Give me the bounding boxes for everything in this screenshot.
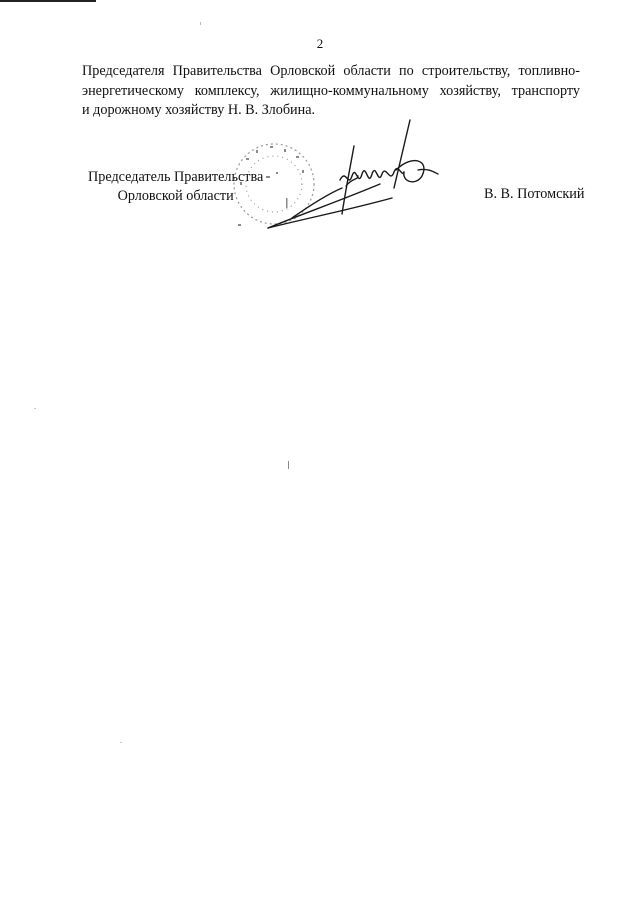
- handwritten-signature: [262, 118, 442, 230]
- scan-speck: [200, 22, 201, 25]
- signer-name: В. В. Потомский: [484, 186, 585, 202]
- signature-block: [0, 118, 640, 238]
- signer-title: [88, 168, 263, 206]
- body-line: энергетическому комплексу, жилищно-коммунальному хозяйству, транспорту: [82, 82, 580, 99]
- scan-speck: [120, 742, 122, 743]
- page-number: 2: [316, 36, 324, 51]
- body-line: и дорожному хозяйству Н. В. Злобина.: [82, 102, 316, 118]
- scan-speck: [288, 461, 289, 469]
- signer-title-line: Председатель Правительства: [88, 169, 264, 185]
- signer-title-line: Орловской области: [117, 188, 234, 204]
- scan-speck: [34, 408, 36, 409]
- body-line: Председателя Правительства Орловской области по строительству, топливно-: [82, 63, 580, 79]
- body-paragraph: [82, 62, 580, 121]
- scan-edge-line: [0, 0, 96, 2]
